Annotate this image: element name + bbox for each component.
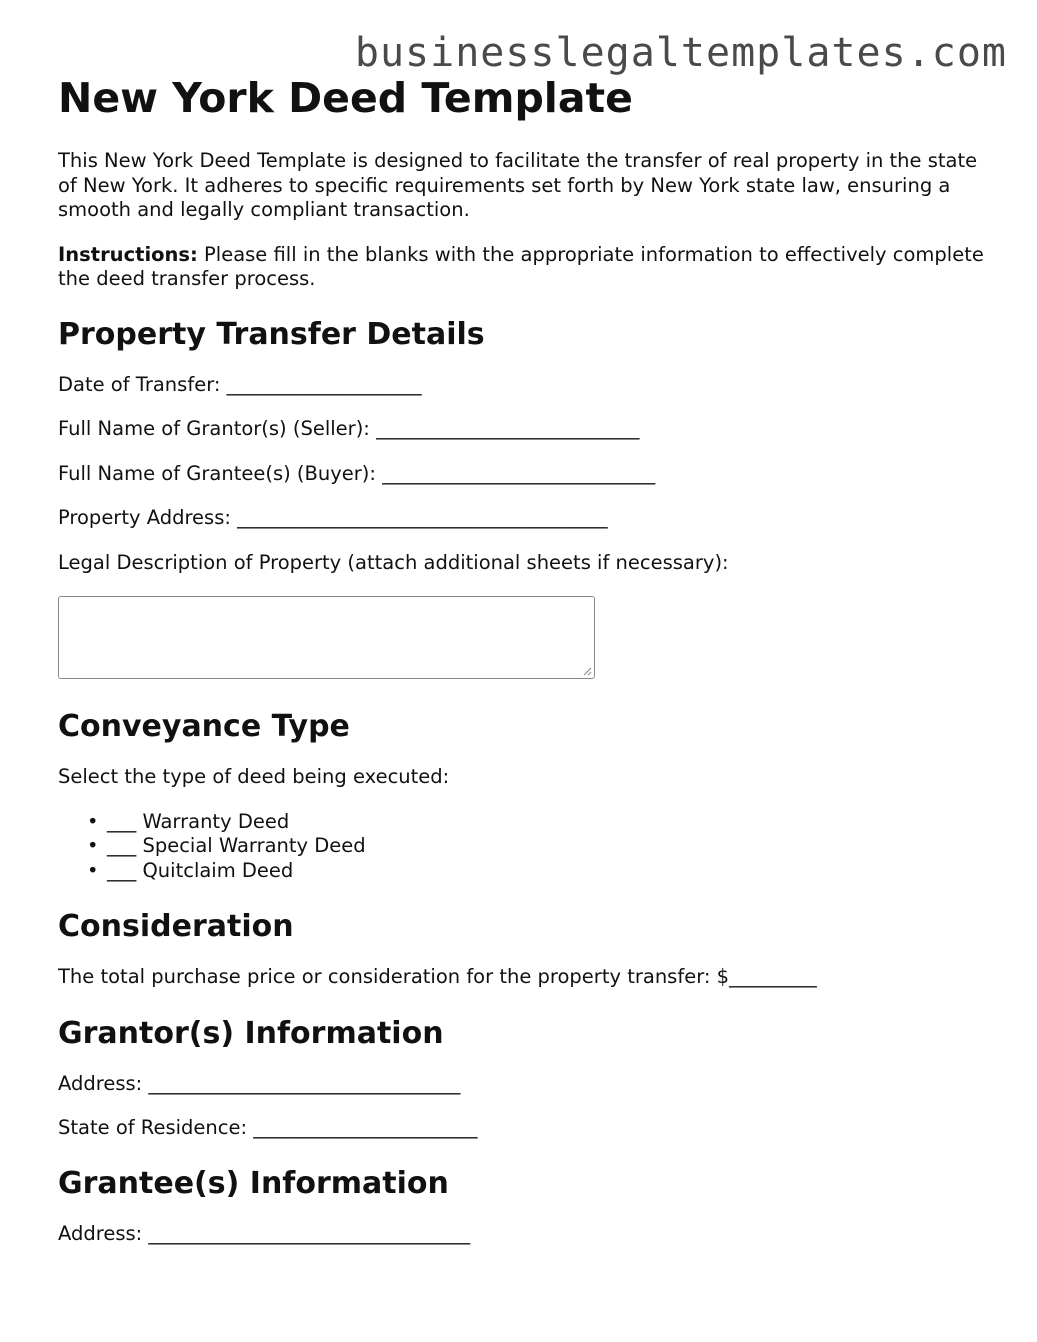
heading-grantor-information: Grantor(s) Information [58,1015,444,1051]
document-body [58,74,988,1246]
heading-property-transfer-details: Property Transfer Details [58,316,485,352]
heading-grantee-information: Grantee(s) Information [58,1165,449,1201]
field-grantee-name[interactable]: Full Name of Grantee(s) (Buyer): ____________________________ [58,461,656,485]
bullet-icon: • [87,858,99,882]
deed-option-warranty[interactable] [87,809,988,835]
deed-option-label: ___ Quitclaim Deed [107,858,294,882]
field-grantor-state-of-residence[interactable]: State of Residence: _______________________ [58,1116,478,1139]
field-date-of-transfer[interactable]: Date of Transfer: ____________________ [58,372,422,396]
field-grantor-name[interactable]: Full Name of Grantor(s) (Seller): ___________________________ [58,417,640,440]
intro-paragraph: This New York Deed Template is designed to facilitate the transfer of real property in the state of New York. It adheres to specific requirements set forth by New York state law, ensuring a smooth and legally compliant transaction. [58,149,978,221]
bullet-icon: • [87,834,99,857]
instructions-paragraph [58,243,988,292]
deed-option-special-warranty[interactable] [87,834,988,859]
field-grantor-address[interactable]: Address: ________________________________ [58,1071,461,1095]
deed-type-list [58,810,988,884]
deed-option-label: ___ Warranty Deed [107,809,290,833]
conveyance-prompt: Select the type of deed being executed: [58,765,450,788]
page-title: New York Deed Template [58,74,633,122]
deed-option-quitclaim[interactable] [87,858,988,884]
instructions-label: Instructions: [58,242,198,266]
legal-description-textarea[interactable] [58,596,595,679]
heading-consideration: Consideration [58,909,294,944]
field-property-address[interactable]: Property Address: ______________________________________ [58,506,608,529]
resize-grip-icon[interactable] [583,667,592,676]
field-consideration-amount[interactable]: The total purchase price or consideration for the property transfer: $_________ [58,965,817,988]
bullet-icon: • [87,809,99,833]
watermark-site-name: businesslegaltemplates.com [354,30,1007,76]
instructions-text: Please fill in the blanks with the appropriate information to effectively complete the deed transfer process. [58,242,984,290]
field-grantee-address[interactable]: Address: _________________________________ [58,1221,471,1245]
deed-option-label: ___ Special Warranty Deed [107,834,366,857]
legal-description-label: Legal Description of Property (attach additional sheets if necessary): [58,550,729,574]
heading-conveyance-type: Conveyance Type [58,709,350,744]
